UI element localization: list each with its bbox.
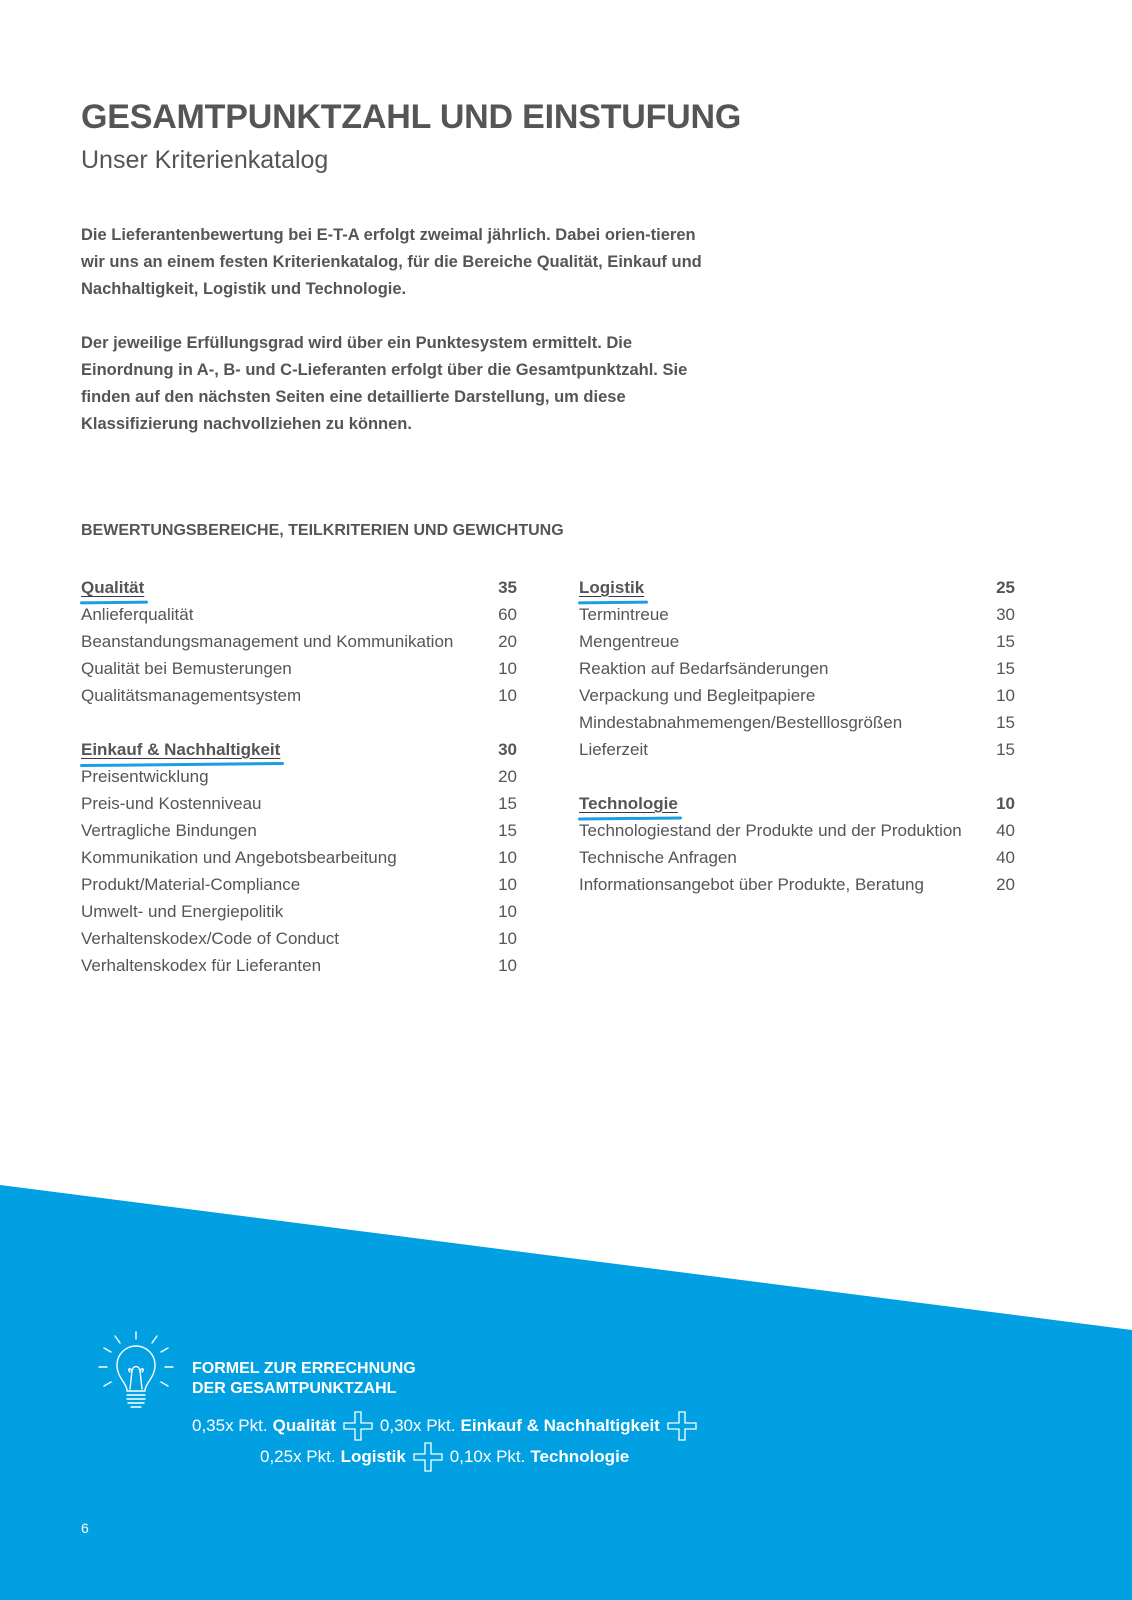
criteria-group-name: Qualität: [81, 574, 144, 601]
criteria-group-name: Einkauf & Nachhaltigkeit: [81, 736, 280, 763]
plus-icon: [666, 1410, 698, 1442]
criteria-row: [579, 817, 1015, 844]
plus-icon: [342, 1410, 374, 1442]
criteria-row: [81, 790, 517, 817]
criteria-group-weight: 10: [996, 794, 1015, 813]
criteria-item-weight: 15: [996, 659, 1015, 678]
criteria-row: [579, 655, 1015, 682]
formula-term-3-label: Logistik: [340, 1447, 406, 1466]
criteria-item-name: Informationsangebot über Produkte, Beratung: [579, 875, 924, 894]
criteria-heading: BEWERTUNGSBEREICHE, TEILKRITERIEN UND GEWICHTUNG: [81, 522, 564, 539]
criteria-row: [81, 628, 517, 655]
criteria-item-weight: 40: [996, 848, 1015, 867]
criteria-item-name: Technologiestand der Produkte und der Produktion: [579, 821, 962, 840]
criteria-row: [579, 682, 1015, 709]
formula-line-1: [192, 1410, 704, 1442]
criteria-item-weight: 10: [498, 875, 517, 894]
criteria-item-name: Preisentwicklung: [81, 767, 209, 786]
criteria-group-header: [579, 790, 1015, 817]
criteria-item-weight: 15: [498, 821, 517, 840]
intro-paragraph-1: Die Lieferantenbewertung bei E-T-A erfolgt zweimal jährlich. Dabei orien-tieren wir uns an einem festen Kriterienkatalog, für die Bereiche Qualität, Einkauf und Nachhaltigkeit, Logistik und Technologie.: [81, 226, 702, 298]
criteria-item-weight: 10: [498, 902, 517, 921]
formula-term-2-label: Einkauf & Nachhaltigkeit: [460, 1416, 660, 1435]
criteria-row: [579, 709, 1015, 736]
criteria-item-name: Termintreue: [579, 605, 669, 624]
criteria-row: [81, 601, 517, 628]
criteria-group-weight: 35: [498, 578, 517, 597]
lightbulb-icon: [97, 1331, 175, 1413]
criteria-item-name: Verhaltenskodex für Lieferanten: [81, 956, 322, 975]
criteria-item-weight: 60: [498, 605, 517, 624]
criteria-row: [81, 871, 517, 898]
criteria-item-weight: 15: [996, 740, 1015, 759]
criteria-item-weight: 10: [498, 659, 517, 678]
criteria-item-name: Lieferzeit: [579, 740, 648, 759]
page-number: 6: [81, 1520, 89, 1536]
criteria-row: [579, 601, 1015, 628]
criteria-row: [579, 628, 1015, 655]
criteria-item-weight: 30: [996, 605, 1015, 624]
criteria-group-weight: 30: [498, 740, 517, 759]
formula-title-line-2: DER GESAMTPUNKTZAHL: [192, 1380, 397, 1397]
criteria-row: [81, 844, 517, 871]
criteria-group: [81, 736, 517, 979]
formula-term-3-factor: 0,25x Pkt.: [260, 1447, 336, 1466]
criteria-item-name: Mengentreue: [579, 632, 680, 651]
criteria-item-name: Kommunikation und Angebotsbearbeitung: [81, 848, 397, 867]
criteria-group: [579, 790, 1015, 898]
criteria-item-weight: 15: [498, 794, 517, 813]
criteria-row: [81, 925, 517, 952]
criteria-item-weight: 20: [498, 767, 517, 786]
criteria-item-weight: 15: [996, 632, 1015, 651]
criteria-item-name: Vertragliche Bindungen: [81, 821, 257, 840]
criteria-row: [81, 763, 517, 790]
criteria-item-weight: 10: [996, 686, 1015, 705]
page-title: GESAMTPUNKTZAHL UND EINSTUFUNG: [81, 98, 742, 136]
criteria-item-name: Produkt/Material-Compliance: [81, 875, 301, 894]
criteria-item-weight: 20: [996, 875, 1015, 894]
criteria-item-weight: 10: [498, 956, 517, 975]
criteria-row: [579, 871, 1015, 898]
criteria-column-right: [579, 574, 1015, 925]
criteria-item-name: Verhaltenskodex/Code of Conduct: [81, 929, 340, 948]
criteria-item-name: Verpackung und Begleitpapiere: [579, 686, 816, 705]
criteria-item-name: Technische Anfragen: [579, 848, 737, 867]
criteria-item-weight: 10: [498, 686, 517, 705]
criteria-item-weight: 20: [498, 632, 517, 651]
formula-title-line-1: FORMEL ZUR ERRECHNUNG: [192, 1360, 416, 1377]
criteria-item-weight: 10: [498, 929, 517, 948]
formula-term-2-factor: 0,30x Pkt.: [379, 1416, 456, 1435]
intro-paragraph-2: Der jeweilige Erfüllungsgrad wird über ein Punktesystem ermittelt. Die Einordnung in A-, B- und C-Lieferanten erfolgt über die Gesamtpunktzahl. Sie finden auf den nächsten Seiten eine detaillierte Darstellung, um diese Klassifizierung nachvollziehen zu können.: [81, 334, 688, 433]
criteria-item-weight: 15: [996, 713, 1015, 732]
criteria-item-name: Umwelt- und Energiepolitik: [81, 902, 284, 921]
criteria-item-name: Anlieferqualität: [81, 605, 194, 624]
criteria-group-header: [81, 574, 517, 601]
criteria-item-name: Reaktion auf Bedarfsänderungen: [579, 659, 829, 678]
formula-term-4-factor: 0,10x Pkt.: [449, 1447, 526, 1466]
formula-term-1-factor: 0,35x Pkt.: [192, 1416, 268, 1435]
criteria-item-weight: 10: [498, 848, 517, 867]
criteria-item-name: Qualität bei Bemusterungen: [81, 659, 292, 678]
formula-title: [192, 1359, 416, 1399]
criteria-row: [81, 682, 517, 709]
criteria-group: [81, 574, 517, 709]
criteria-item-weight: 40: [996, 821, 1015, 840]
criteria-row: [81, 898, 517, 925]
criteria-column-left: [81, 574, 517, 1006]
criteria-group-weight: 25: [996, 578, 1015, 597]
criteria-group-name: Logistik: [579, 574, 644, 601]
formula-term-4-label: Technologie: [530, 1447, 630, 1466]
criteria-group: [579, 574, 1015, 763]
page-subtitle: Unser Kriterienkatalog: [81, 146, 329, 174]
criteria-row: [579, 736, 1015, 763]
criteria-group-name: Technologie: [579, 790, 678, 817]
criteria-row: [579, 844, 1015, 871]
formula-line-2: [260, 1441, 629, 1473]
criteria-item-name: Qualitätsmanagementsystem: [81, 686, 302, 705]
criteria-row: [81, 655, 517, 682]
criteria-group-header: [81, 736, 517, 763]
criteria-row: [81, 817, 517, 844]
criteria-group-header: [579, 574, 1015, 601]
plus-icon: [412, 1441, 444, 1473]
criteria-row: [81, 952, 517, 979]
formula-term-1-label: Qualität: [272, 1416, 336, 1435]
criteria-item-name: Mindestabnahmemengen/Bestelllosgrößen: [579, 713, 903, 732]
criteria-item-name: Beanstandungsmanagement und Kommunikation: [81, 632, 454, 651]
criteria-item-name: Preis-und Kostenniveau: [81, 794, 262, 813]
